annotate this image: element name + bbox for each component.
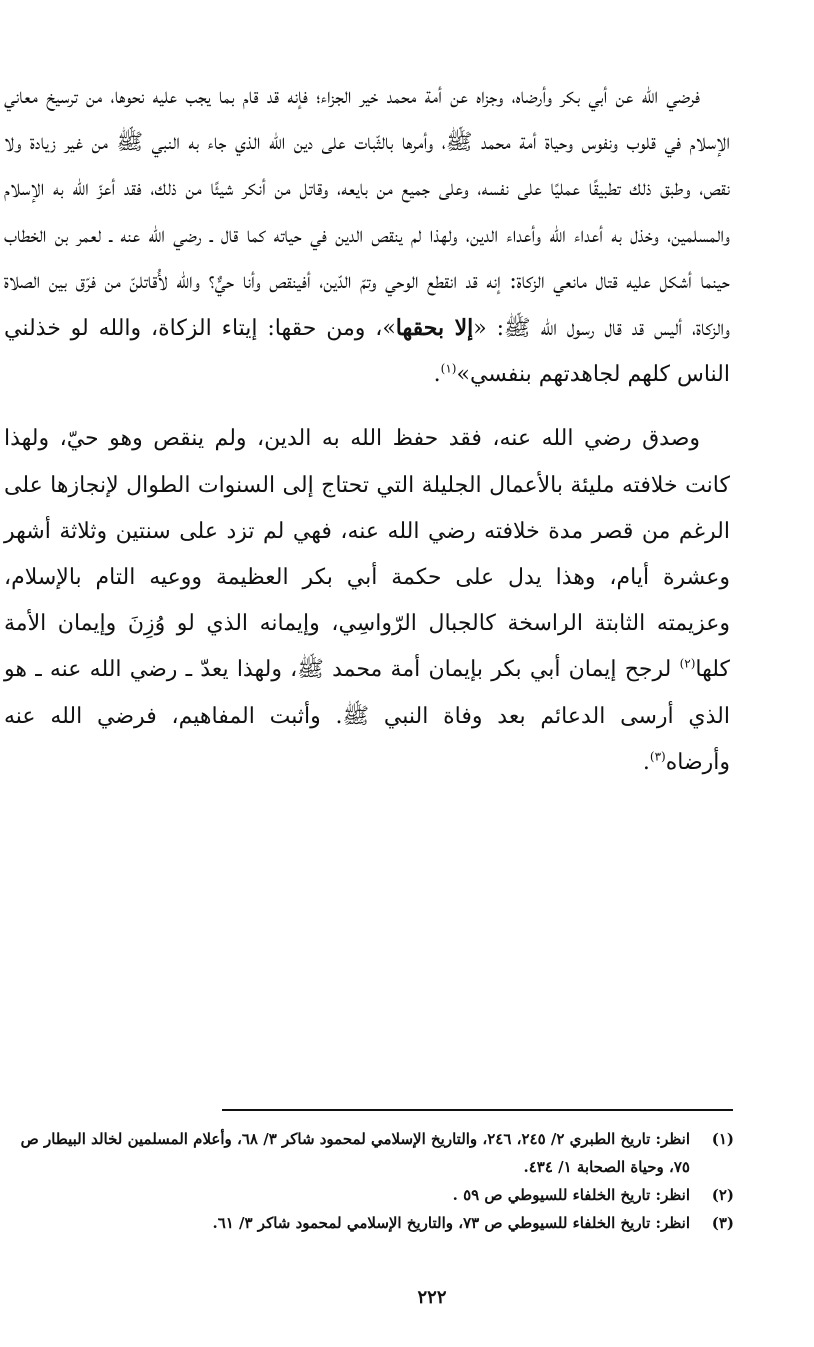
- paragraph-1: [4, 74, 730, 398]
- footnote-ref-1[interactable]: (١): [440, 361, 457, 376]
- page-number: ٢٢٢: [417, 1287, 447, 1308]
- footnote-number: (١): [711, 1130, 734, 1148]
- hadith-quote-bold: إلا بحقها: [395, 315, 474, 342]
- paragraph-1-text-b: »، ومن حقها: إيتاء الزكاة، والله لو خذلني الناس كلهم لجاهدتهم بنفسي»: [4, 316, 730, 388]
- footnotes: [8, 1125, 734, 1237]
- paragraph-2-text-b: لرجح إيمان أبي بكر بإيمان أمة محمد ﷺ، ولهذا يعدّ ـ رضي الله عنه ـ هو الذي أرسى الدعائم بعد وفاة النبي ﷺ. وأثبت المفاهيم، فرضي الله عنه وأرضاه: [4, 657, 730, 775]
- footnote-divider: [222, 1109, 733, 1111]
- footnote-text: انظر: تاريخ الخلفاء للسيوطي ص ٧٣، والتاريخ الإسلامي لمحمود شاكر ٣/ ٦١.: [212, 1214, 690, 1232]
- paragraph-1-end: .: [433, 362, 441, 388]
- footnote-text: انظر: تاريخ الخلفاء للسيوطي ص ٥٩ .: [452, 1186, 690, 1204]
- footnote-ref-2[interactable]: (٢): [679, 657, 696, 672]
- paragraph-2-text-a: وصدق رضي الله عنه، فقد حفظ الله به الدين، ولم ينقص وهو حيّ، ولهذا كانت خلافته مليئة بالأعمال الجليلة التي تحتاج إلى السنوات الطوال لإنجازها على الرغم من قصر مدة خلافته رضي الله عنه، فهي لم تزد على سنتين وثلاثة أشهر وعشرة أيام، وهذا يدل على حكمة أبي بكر العظيمة ووعيه التام بالإسلام، وعزيمته الثابتة الراسخة كالجبال الرّواسِي، وإيمانه الذي لو وُزِنَ وإيمان الأمة كلها: [4, 426, 730, 683]
- paragraph-1-text-a: فرضي الله عن أبي بكر وأرضاه، وجزاه عن أمة محمد خير الجزاء؛ فإنه قد قام بما يجب عليه نحوها، من ترسيخ معاني الإسلام في قلوب ونفوس وحياة أمة محمد ﷺ، وأمرها بالثّبات على دين الله الذي جاء به النبي ﷺ من غير زيادة ولا نقص، وطبق ذلك تطبيقًا عمليًا على نفسه، وعلى جميع من بايعه، وقاتل من أنكر شيئًا من ذلك، فقد أعزّ الله به الإسلام والمسلمين، وخذل به أعداء الله وأعداء الدين، ولهذا لم ينقص الدين في حياته كما قال ـ رضي الله عنه ـ لعمر بن الخطاب حينما أشكل عليه قتال مانعي الزكاة: إنه قد انقطع الوحي وتمّ الدّين، أفينقص وأنا حيٌّ؟ والله لأُقاتلنّ من فرّق بين الصلاة والزكاة، أليس قد قال رسول الله ﷺ: «: [4, 84, 730, 342]
- footnote-item: [8, 1125, 734, 1181]
- main-text: [4, 74, 730, 786]
- footnote-item: [8, 1209, 734, 1237]
- footnote-number: (٣): [711, 1214, 734, 1232]
- footnote-number: (٢): [711, 1186, 734, 1204]
- paragraph-2-end: .: [642, 749, 650, 775]
- footnote-item: [8, 1181, 734, 1209]
- footnote-text: انظر: تاريخ الطبري ٢/ ٢٤٥، ٢٤٦، والتاريخ الإسلامي لمحمود شاكر ٣/ ٦٨، وأعلام المسلمين لخالد البيطار ص ٧٥، وحياة الصحابة ١/ ٤٣٤.: [20, 1130, 690, 1176]
- paragraph-2: [4, 416, 730, 786]
- footnote-ref-3[interactable]: (٣): [649, 749, 666, 764]
